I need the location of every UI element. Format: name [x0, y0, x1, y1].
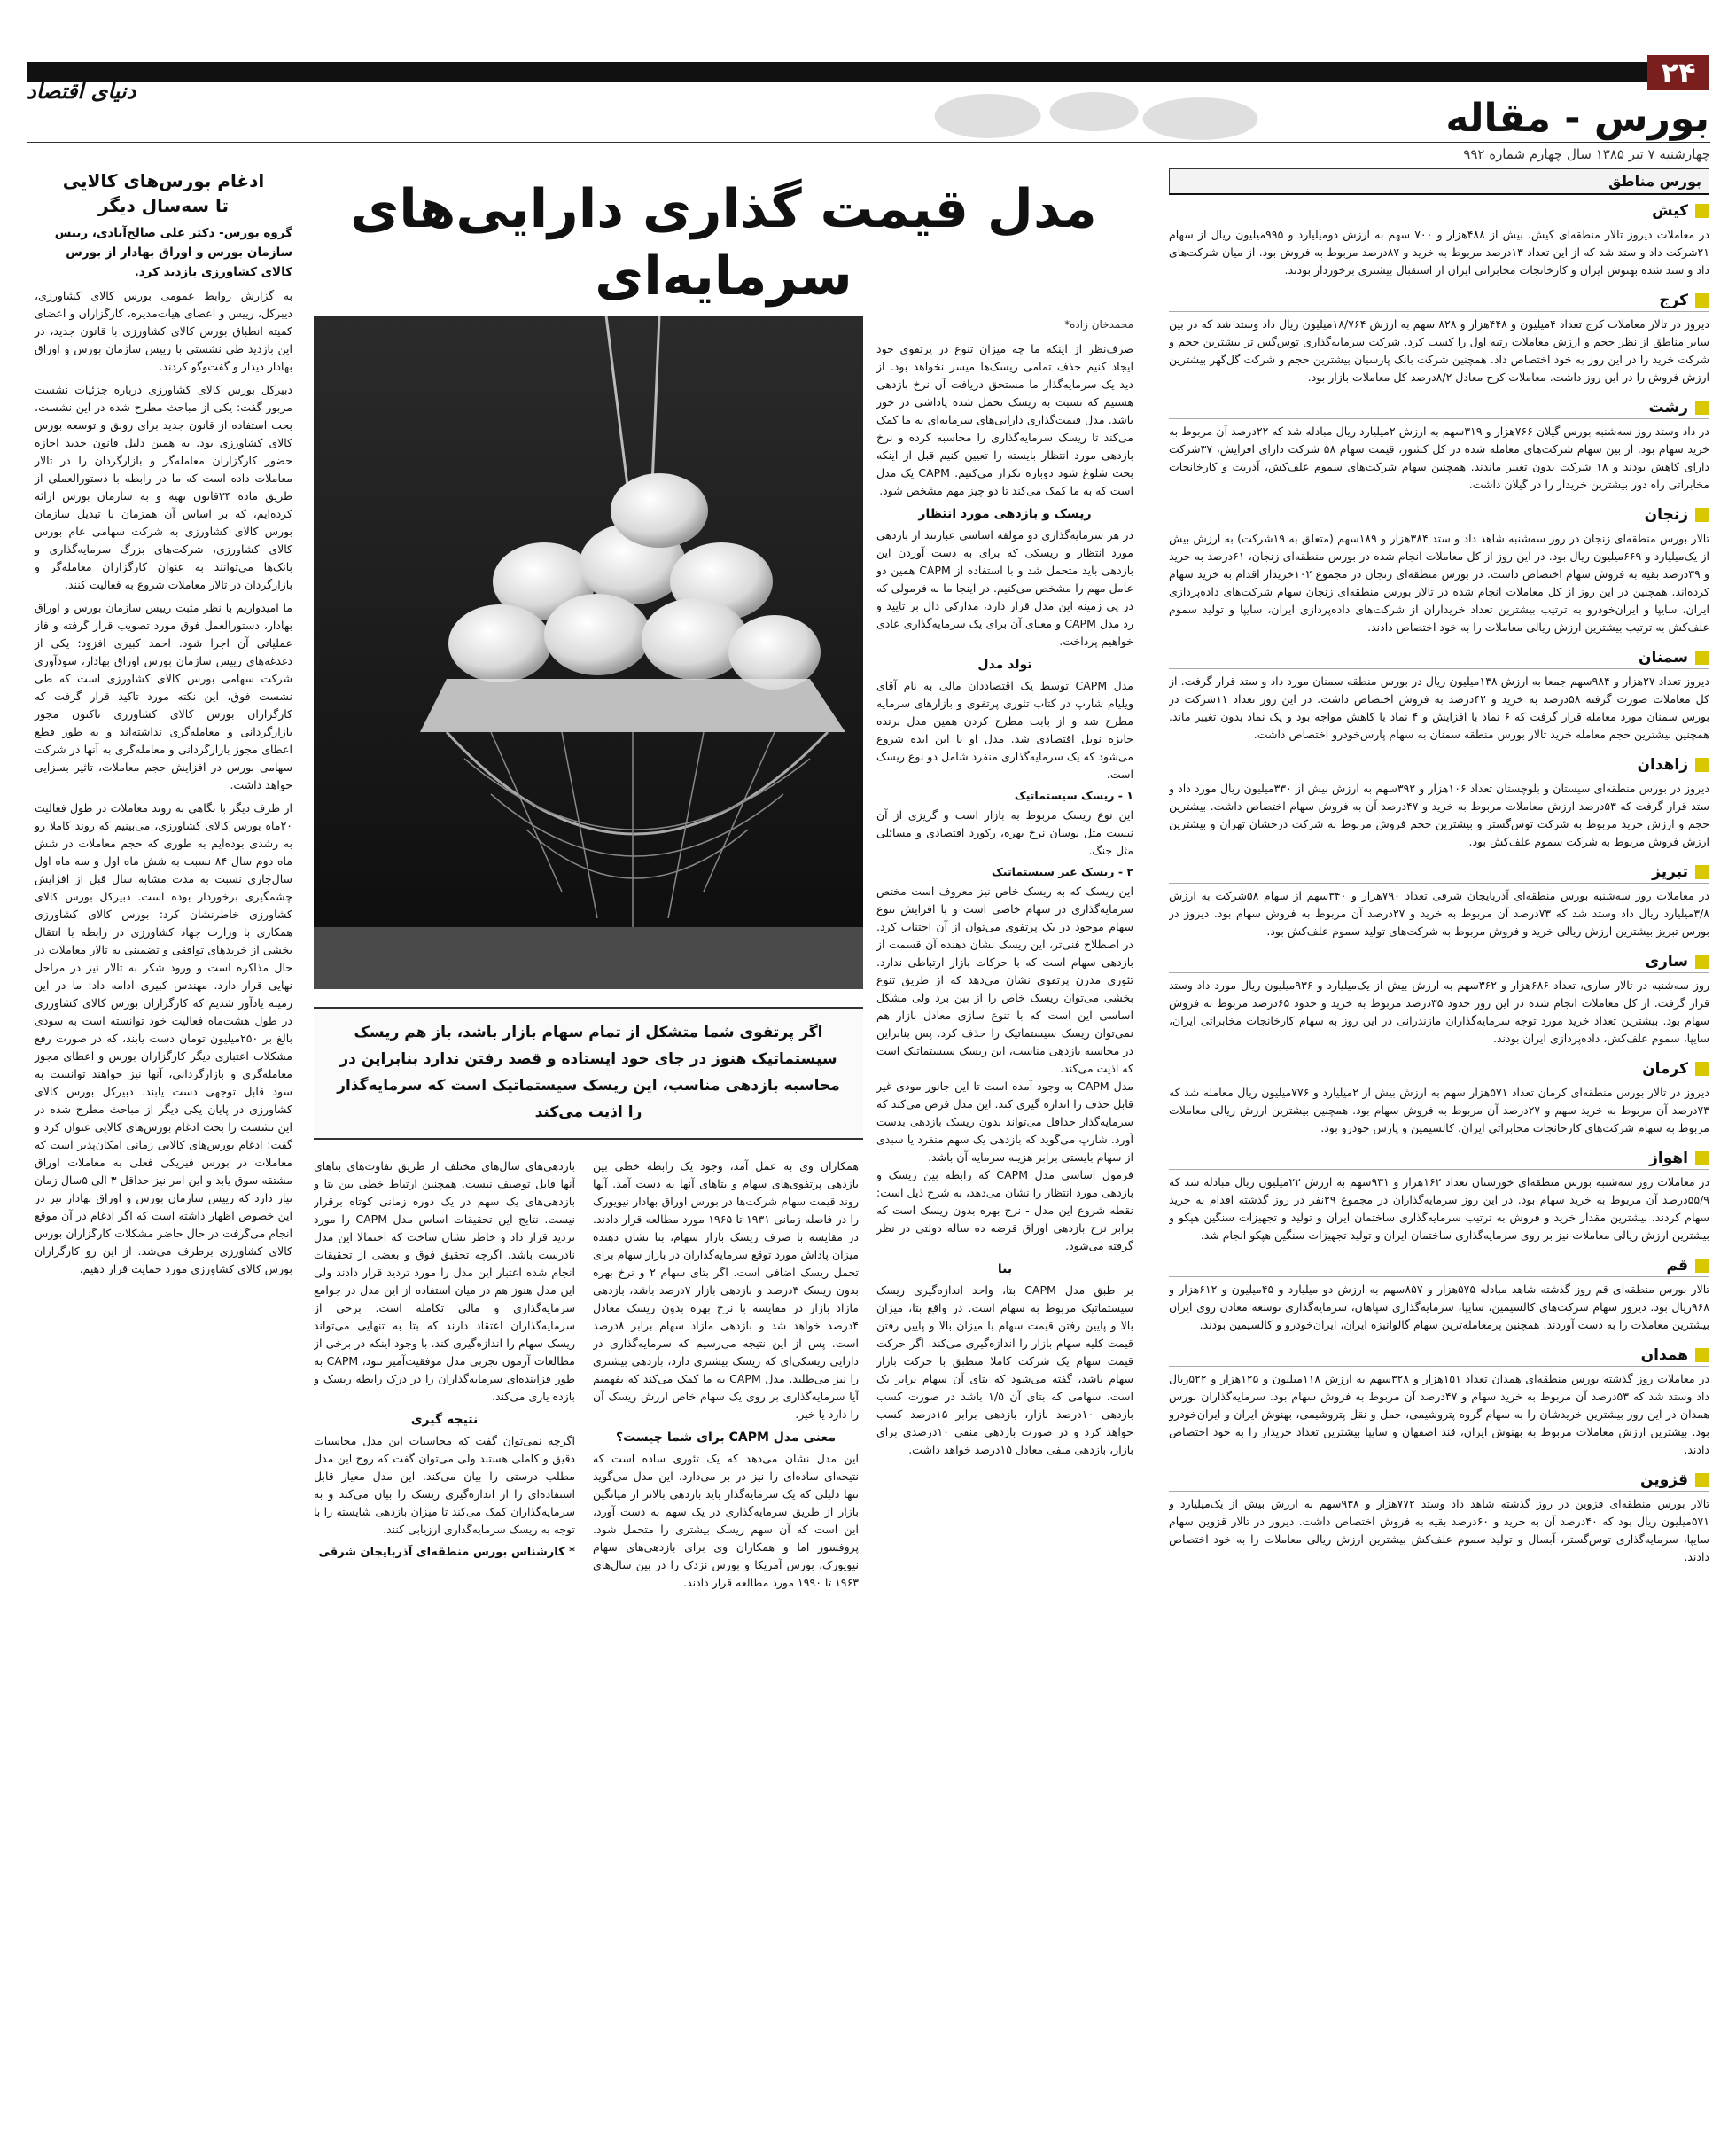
article-headline: مدل قیمت گذاری دارایی‌های سرمایه‌ای	[350, 178, 1097, 308]
city-item	[1169, 1346, 1709, 1459]
eggs-basket-image	[314, 316, 863, 989]
city-name: اهواز	[1649, 1150, 1688, 1167]
article-author: محمدخان زاده*	[1064, 318, 1133, 331]
article-paragraph: از طرف دیگر با نگاهی به روند معاملات در طول فعالیت ۲۰ماه بورس کالای کشاورزی، می‌بینیم که روند کاملا رو به رشدی بوده‌ایم به طوری که حجم معاملات در شش ماه دوم سال ۸۴ نسبت به شش ماه اول و سه ماه اول سال‌جاری نسبت به مدت مشابه سال قبل از افزایش چشمگیری برخوردار بوده است. دبیرکل بورس کالای کشاورزی خاطرنشان کرد: بورس کالای کشاورزی همکاری با وزارت جهاد کشاورزی در رابطه با انتقال بخشی از خریدهای توافقی و تضمینی به تالار معاملات در حال مذاکره است و ورود شکر به تالار نیز در مراحل نهایی قرار دارد. مهندس کبیری ادامه داد: ما در این زمینه یادآور شدیم که کارگزاران بورس کالای کشاورزی در طول هشت‌ماه فعالیت خود توانسته است به سودی بالغ بر ۲۵۰میلیون تومان دست یابند، که در صورت رفع مشکلات اعتباری دیگر کارگزاران بورس و اعطای مجوز معامله‌گری و بازارگردانی، آنها نیز خواهند توانست به سود قابل توجهی دست یابند. دبیرکل بورس کالای کشاورزی در پایان یکی دیگر از مباحث مطرح شده در این نشست را بحث ادغام بورس‌های کالایی عنوان کرد و گفت: ادغام بورس‌های کالایی زمانی امکان‌پذیر است که معاملات در بورس فیزیکی فعلی به معاملات اوراق مشتقه سوق یابد و این امر نیز حداقل ۳ الی ۵سال زمان نیاز دارد که رییس سازمان بورس و اوراق بهادار نیز در این خصوص اظهار داشته است که اگر ادغام در آن موقع انجام می‌گرفت در حال حاضر مشکلات کارگزاران بورس کالای کشاورزی برطرف می‌شد. از این رو کارگزاران بورس کالای کشاورزی مورد حمایت قرار دهیم.	[35, 801, 292, 1275]
city-name: زاهدان	[1637, 756, 1688, 774]
article-paragraph: ما امیدواریم با نظر مثبت رییس سازمان بورس و اوراق بهادار، دستورالعمل فوق مورد تصویب قرار گرفته و فاز عملیاتی آن اجرا شود. احمد کبیری افزود: یکی از دغدغه‌های رییس سازمان بورس اوراق بهادار، سودآوری شرکت سهامی بورس کالای کشاورزی است که طی نشست فوق، این نکته مورد تاکید قرار گرفت که کارگزاران بورس کالای کشاورزی تاکنون مجوز بازارگردانی و معامله‌گری نداشته‌اند و به طور قطع اعطای مجوز بازارگردانی و معامله‌گری به آنها در شرکت سهامی بورس در افزایش حجم معاملات، تاثیر بسزایی خواهد داشت.	[35, 601, 292, 791]
newspaper-logo: دنیای اقتصاد	[27, 78, 136, 104]
regional-box-title: بورس مناطق	[1169, 168, 1709, 195]
city-report: در معاملات روز سه‌شنبه بورس منطقه‌ای خوزستان تعداد ۱۶۲هزار و ۹۳۱سهم به ارزش ۲۲میلیون ریال مبادله شد که ۵۵/۹درصد آن مربوط به خرید سهام بود. در این روز سرمایه‌گذاران در مجموع ۲۹نفر در روز گذشته اقدام به خرید سهام کردند. بیشترین مقدار خرید و فروش به ترتیب سرمایه‌گذاری ساختمان ایران و تولید و تجهیزات سنگین هپکو و بیشترین ارزش ریالی معاملات نیز بر روی سرمایه‌گذاری ساختمان ایران و تولید تجهیزات سنگین هپکو انجام شد.	[1169, 1175, 1709, 1242]
city-item	[1169, 506, 1709, 636]
article-subheading: ریسک و بازدهی مورد انتظار	[918, 507, 1092, 521]
article-paragraph: بازدهی‌های سال‌های مختلف از طریق تفاوت‌های بتاهای آنها قابل توصیف نیست. همچنین ارتباط خطی بین بتا و بازدهی‌های یک سهم در یک دوره زمانی کوتاه برقرار نیست. نتایج این تحقیقات اساس مدل CAPM را مورد تردید قرار داد و خاطر نشان ساخت که احتمالا این مدل نادرست باشد. اگرچه تحقیق فوق و بعضی از تحقیقات انجام شده اعتبار این مدل را مورد تردید قرار دادند ولی این مدل هنوز هم در میان استفاده از این مدل در جوامع سرمایه‌گذاری و مالی تکامله است. برخی از سرمایه‌گذاران اعتقاد دارند که بتا به تنهایی می‌تواند ریسک سهام را اندازه‌گیری کند. با وجود اینکه در برخی از مطالعات آزمون تجربی مدل موفقیت‌آمیز نبود، CAPM به طور فزاینده‌ای سرمایه‌گذاران را در درک رابطه ریسک و بازده یاری می‌کند.	[314, 1159, 575, 1403]
city-name: قزوین	[1640, 1471, 1688, 1489]
article-paragraph: فرمول اساسی مدل CAPM که رابطه بین ریسک و بازدهی مورد انتظار را نشان می‌دهد، به شرح ذیل است: نقطه شروع این مدل - نرخ بهره بدون ریسک است که برابر نرخ بازدهی اوراق قرضه ده ساله دولتی در نظر گرفته می‌شود.	[876, 1168, 1133, 1252]
left-news-column	[27, 168, 292, 2109]
article-subheading: تولد مدل	[977, 658, 1032, 672]
article-paragraph: این نوع ریسک مربوط به بازار است و گریزی از آن نیست مثل نوسان نرخ بهره، رکورد اقتصادی و مسائلی مثل جنگ.	[876, 808, 1133, 857]
city-name: کیش	[1652, 202, 1688, 220]
article-paragraph: همکاران وی به عمل آمد، وجود یک رابطه خطی بین بازدهی پرتفوی‌های سهام و بتاهای آنها به دست آمد. آنها روند قیمت سهام شرکت‌ها در بورس اوراق بهادار نیویورک را در فاصله زمانی ۱۹۳۱ تا ۱۹۶۵ مورد مطالعه قرار دادند. در مقایسه با صرف ریسک بازار سهام، بتا نشان دهنده میزان پاداش مورد توقع سرمایه‌گذاران در بازار سهام برای تحمل ریسک اضافی است. اگر بتای سهام ۲ و نرخ بهره بدون ریسک ۳درصد و بازدهی بازار ۷درصد باشد، بازدهی مازاد بازار در مقایسه با نرخ بهره بدون ریسک معادل ۴درصد خواهد شد و بازدهی مازاد سهام برابر ۸درصد است. پس از این نتیجه می‌رسیم که سرمایه‌گذاری در دارایی ریسکی‌ای که ریسک بیشتری دارد، بازدهی بیشتری را نیز می‌طلبد. مدل CAPM به ما کمک می‌کند که بفهمیم آیا سرمایه‌گذاری بر روی یک سهام خاص ارزش ریسک آن را دارد یا خیر.	[593, 1159, 859, 1421]
top-bar	[27, 62, 1666, 82]
square-marker-icon	[1695, 758, 1709, 772]
article-subheading: نتیجه گیری	[410, 1413, 479, 1427]
city-name: همدان	[1640, 1346, 1688, 1364]
world-map-icon	[695, 85, 1493, 147]
article-paragraph: در هر سرمایه‌گذاری دو مولفه اساسی عبارتند از بازدهی مورد انتظار و ریسکی که برای به دست آوردن این بازدهی باید متحمل شد و با استفاده از CAPM همین دو عامل مهم را مشخص می‌کنیم. در اینجا ما به فرمولی که در پی زمینه این مدل قرار دارد، مدارکی دال بر تایید و رد مدل CAPM و معنای آن برای یک سرمایه‌گذاری عادی خواهیم پرداخت.	[876, 528, 1133, 648]
square-marker-icon	[1695, 955, 1709, 969]
city-item	[1169, 756, 1709, 851]
city-item	[1169, 292, 1709, 386]
city-report: دیروز در تالار بورس منطقه‌ای کرمان تعداد ۵۷۱هزار سهم به ارزش بیش از ۲میلیارد و ۷۷۶میلیون ریال معامله شد که ۷۳درصد آن مربوط به خرید سهم و ۲۷درصد آن مربوط به فروش سهام بود. همچنین بیشترین ارزش ریالی معاملات مربوط به سهام شرکت‌های کارخانجات مخابراتی ایران، کالسیمین و پارس خودرو بود.	[1169, 1086, 1709, 1134]
city-report: روز سه‌شنبه در تالار ساری، تعداد ۶۸۶هزار و ۳۶۲سهم به ارزش بیش از یک‌میلیارد و ۹۳۶میلیون ریال مورد داد وستد قرار گرفت. از کل معاملات انجام شده در این روز حدود ۳۵درصد مربوط به خرید و حدود ۶۵درصد مربوط به فروش سهام بود. بیشترین تعداد خرید مورد توجه سرمایه‌گذاران مازندرانی در این روز به سهام کارخانجات مخابراتی ایران، سایپا، سموم علف‌کش، داده‌پردازی ایران بودند.	[1169, 978, 1709, 1045]
city-item	[1169, 1150, 1709, 1244]
city-item	[1169, 1471, 1709, 1566]
square-marker-icon	[1695, 1062, 1709, 1076]
city-item	[1169, 202, 1709, 279]
regional-exchanges-column	[1169, 168, 1709, 2109]
city-item	[1169, 1257, 1709, 1334]
article-subheading: بتا	[997, 1262, 1013, 1276]
article-column-3	[314, 1158, 575, 2109]
square-marker-icon	[1695, 508, 1709, 522]
city-name: کرج	[1659, 292, 1688, 309]
city-item	[1169, 1060, 1709, 1137]
article-column-1	[876, 316, 1133, 2109]
square-marker-icon	[1695, 865, 1709, 879]
city-report: تالار بورس منطقه‌ای قزوین در روز گذشته شاهد داد وستد ۷۷۲هزار و ۹۳۸سهم به ارزش بیش از یک‌میلیارد و ۵۷۱میلیون ریال بود که ۴۰درصد آن به خرید و ۶۰درصد بقیه به فروش اختصاص داشت. دیروز در تالار قزوین سهام سایپا، سرمایه‌گذاری توس‌گستر، آبسال و تولید سموم علف‌کش بیشترین ارزش ریالی معاملات را به خود اختصاص دادند.	[1169, 1497, 1709, 1563]
article-item-heading: ۲ - ریسک غیر سیستماتیک	[992, 865, 1133, 878]
article-paragraph: اگرچه نمی‌توان گفت که محاسبات این مدل محاسبات دقیق و کاملی هستند ولی می‌توان گفت که روح این مدل مطلب درستی را بیان می‌کند. این مدل معیار قابل استفاده‌ای را از اندازه‌گیری ریسک را بیان می‌کند و به سرمایه‌گذاران کمک می‌کند تا میزان بازدهی شایسته را با توجه به ریسک سرمایه‌گذاری ارزیابی کنند.	[314, 1434, 575, 1536]
article-paragraph: این مدل نشان می‌دهد که یک تئوری ساده است که نتیجه‌ای ساده‌ای را نیز در بر می‌دارد. این مدل می‌گوید تنها دلیلی که یک سرمایه‌گذار باید بازدهی بالاتر از میانگین بازار از طریق سرمایه‌گذاری در یک سهم به دست آورد، این است که آن سهم ریسک بیشتری را متحمل شود. پروفسور اما و همکاران وی برای بازدهی‌های سهام نیویورک، بورس آمریکا و بورس نزدک را در بین سال‌های ۱۹۶۳ تا ۱۹۹۰ مورد مطالعه قرار دادند.	[593, 1452, 859, 1589]
square-marker-icon	[1695, 1259, 1709, 1273]
square-marker-icon	[1695, 293, 1709, 308]
article-paragraph: مدل CAPM به وجود آمده است تا این جانور موذی غیر قابل حذف را اندازه گیری کند. این مدل فرض می‌کند که سرمایه‌گذار حداقل می‌تواند بدون ریسک بازدهی بدست آورد. شارپ می‌گوید که بازدهی یک سهم منفرد یا سبدی از سهام بایستی برابر هزینه سرمایه آن باشد.	[876, 1080, 1133, 1164]
pull-quote: اگر پرتفوی شما متشکل از تمام سهام بازار باشد، باز هم ریسک سیستماتیک هنوز در جای خود ایستاده و قصد رفتن ندارد بنابراین در محاسبه بازدهی مناسب، این ریسک سیستماتیک است که سرمایه‌گذار را اذیت می‌کند	[314, 1007, 863, 1140]
city-report: تالار بورس منطقه‌ای زنجان در روز سه‌شنبه شاهد داد و ستد ۳۸۴هزار و ۱۸۹سهم (متعلق به ۱۹شرکت) به ارزش بیش از یک‌میلیارد و ۶۶۹میلیون ریال بود. در این روز از کل معاملات انجام شده در بورس منطقه‌ای زنجان، ۶۱درصد به خرید و ۳۹درصد بقیه به فروش سهام اختصاص داشت. در بورس منطقه‌ای زنجان در مجموع ۱۰۲خریدار اقدام به خرید سهام کرده‌اند. همچنین در این روز از کل معاملات انجام شده در تالار بورس منطقه‌ای زنجان سهام شرکت‌های داده‌پردازی ایران، سایپا و ایران‌خودرو به ترتیب بیشترین تعداد خریداران از شرکت‌های داده‌پردازی ایران، سایپا و تولید سموم علف‌کش به ترتیب بیشترین ارزش ریالی معاملات را به خود اختصاص دادند.	[1169, 532, 1709, 634]
city-list	[1169, 202, 1709, 1566]
issue-info	[27, 142, 1710, 162]
article-paragraph: دبیرکل بورس کالای کشاورزی درباره جزئیات نشست مزبور گفت: یکی از مباحث مطرح شده در این نشست، بحث استفاده از قانون جدید برای رونق و توسعه بورس کالای کشاورزی بود. به همین دلیل قانون جدید اجازه حضور کارگزاران معامله‌گر و بازارگردان را در تالار معاملات داده است که ما در رابطه با دستورالعملی از طریق ماده ۳۴قانون تهیه و به سازمان بورس ارائه کرده‌ایم، که بر اساس آن همزمان با تبدیل سازمان بورس کالای کشاورزی به شرکت سهامی عام بورس کالای کشاورزی، شرکت‌های بزرگ سرمایه‌گذاری و بانک‌ها می‌توانند به عنوان کارگزاران معامله‌گر و بازارگردان در تالار معاملات شروع به فعالیت کنند.	[35, 383, 292, 591]
left-title-line-2: تا سه‌سال دیگر	[97, 195, 230, 216]
city-report: دیروز تعداد ۲۷هزار و ۹۸۴سهم جمعا به ارزش ۱۳۸میلیون ریال در بورس منطقه سمنان مورد داد و ستد قرار گرفت. از کل معاملات صورت گرفته ۵۸درصد به خرید و ۴۲درصد به فروش اختصاص داشت. در این روز تعداد ۱۱شرکت در بورس سمنان مورد معامله قرار گرفت که ۶ نماد با افزایش و ۴ نماد با کاهش مواجه بود و یک نماد بدون تغییر ماند. همچنین بیشترین حجم معامله خرید تالار بورس منطقه سمنان به سهام پارس‌خودرو اختصاص داشت.	[1169, 674, 1709, 741]
article-column-2	[593, 1158, 859, 2109]
left-article-title	[35, 168, 292, 218]
city-name: کرمان	[1642, 1060, 1688, 1078]
city-name: ساری	[1645, 953, 1688, 971]
article-paragraph: به گزارش روابط عمومی بورس کالای کشاورزی، دیبرکل، رییس و اعضای هیات‌مدیره، کارگزاران و اعضای کمیته انطباق بورس کالای کشاورزی با قانون جدید، در این بازدید طی نشستی با رییس سازمان بورس و اوراق بهادار دیدار و گفت‌وگو کردند.	[35, 289, 292, 373]
article-subheading: معنی مدل CAPM برای شما چیست؟	[615, 1430, 837, 1445]
city-item	[1169, 649, 1709, 744]
city-item	[1169, 399, 1709, 494]
article-paragraph: این ریسک که به ریسک خاص نیز معروف است مختص سرمایه‌گذاری در سهام خاصی است و با افزایش تنوع سهام موجود در یک پرتفوی می‌توان از آن اجتناب کرد. در اصطلاح فنی‌تر، این ریسک نشان دهنده آن قسمت از بازدهی سهام است که با حرکات بازار ارتباطی ندارد. تئوری مدرن پرتفوی نشان می‌دهد که از طریق تنوع بخشی می‌توان ریسک خاص را از بین برد ولی مشکل اساسی این است که با تنوع سازی معادل بازار هم نمی‌توان ریسک سیستماتیک را حذف کرد. پس بنابراین در محاسبه بازدهی مناسب، این ریسک سیستماتیک است که اذیت می‌کند.	[876, 885, 1133, 1075]
city-report: در معاملات روز سه‌شنبه بورس منطقه‌ای آذربایجان شرقی تعداد ۷۹۰هزار و ۳۴۰سهم از سهام ۵۸شرکت به ارزش ۳/۸میلیارد ریال داد وستد شد که ۷۳درصد آن مربوط به خرید و ۲۷درصد آن مربوط به فروش سهام بود. دیروز در بورس تبریز بیشترین ارزش ریالی خرید و فروش مربوط به شرکت‌های تولید سموم علف‌کش بود.	[1169, 889, 1709, 938]
city-name: زنجان	[1644, 506, 1688, 524]
square-marker-icon	[1695, 1348, 1709, 1362]
article-paragraph: مدل CAPM توسط یک اقتصاددان مالی به نام آقای ویلیام شارپ در کتاب تئوری پرتفوی و بازارهای سرمایه مطرح شد و از بابت مطرح کردن همین مدل برنده جایزه نوبل اقتصادی شد. مدل او با این ایده شروع می‌شود که یک سرمایه‌گذاری منفرد شامل دو نوع ریسک است.	[876, 679, 1133, 781]
city-name: رشت	[1648, 399, 1688, 417]
city-name: سمنان	[1639, 649, 1688, 667]
main-article	[314, 168, 1133, 2109]
article-item-heading: ۱ - ریسک سیستماتیک	[1014, 789, 1133, 802]
square-marker-icon	[1695, 204, 1709, 218]
city-item	[1169, 953, 1709, 1048]
city-report: دیروز در بورس منطقه‌ای سیستان و بلوچستان تعداد ۱۰۶هزار و ۳۹۲سهم به ارزش بیش از ۳۳۰میلیون ریال مورد داد و ستد قرار گرفت که ۵۳درصد ارزش معاملات مربوط به خرید و ۴۷درصد آن به فروش سهام اختصاص داشت. بیشترین حجم و ارزش خرید مربوط به شرکت توس‌گستر و بیشترین حجم فروش مربوط به شرکت درخشان تهران و بیشترین ارزش فروش مربوط به شرکت سموم علف‌کش بود.	[1169, 782, 1709, 848]
city-report: در معاملات دیروز تالار منطقه‌ای کیش، بیش از ۴۸۸هزار و ۷۰۰ سهم به ارزش دومیلیارد و ۹۹۵میلیون ریال از سهام ۲۱شرکت داد و ستد شد که از این تعداد ۱۳درصد مربوط به خرید و ۸۷درصد مربوط به فروش بود. از میان شرکت‌های داد و ستد شده بهنوش ایران و کارخانجات مخابراتی ایران از استقبال بیشتری برخوردار بودند.	[1169, 228, 1709, 277]
city-report: در داد وستد روز سه‌شنبه بورس گیلان ۷۶۶هزار و ۳۱۹سهم به ارزش ۲میلیارد ریال مبادله شد که ۲۲درصد آن مربوط به خرید سهام بود. از بین سهام شرکت‌های معامله شده در کل کشور، قیمت سهام ۵۸ شرکت دارای افزایش، ۳۷شرکت دارای کاهش بودند و ۱۸ شرکت بدون تغییر ماندند. همچنین سهام شرکت‌های سموم علف‌کش، آذریت و کارخانجات مخابراتی راه دور بیشترین خریدار را در گیلان داشت.	[1169, 425, 1709, 491]
article-paragraph: صرف‌نظر از اینکه ما چه میزان تنوع در پرتفوی خود ایجاد کنیم حذف تمامی ریسک‌ها میسر نخواهد بود. از دید یک سرمایه‌گذار ما مستحق دریافت آن نرخ بازدهی هستیم که نسبت به ریسک تحمل شده پاداشی در خور باشد. مدل قیمت‌گذاری دارایی‌های سرمایه‌ای به ما کمک می‌کند تا ریسک سرمایه‌گذاری را محاسبه کرده و نرخ بازدهی مورد انتظار بایسته را تعیین کنیم قبل از اینکه بحث شلوغ شود دوباره تکرار می‌کنیم. CAPM یک مدل است که به ما کمک می‌کند تا دو چیز مهم مشخص شود.	[876, 342, 1133, 497]
city-item	[1169, 863, 1709, 940]
square-marker-icon	[1695, 401, 1709, 415]
article-paragraph: بر طبق مدل CAPM بتا، واحد اندازه‌گیری ریسک سیستماتیک مربوط به سهام است. در واقع بتا، میزان بالا و پایین رفتن قیمت سهام با میزان بالا و پایین رفتن قیمت کلیه سهام بازار را اندازه‌گیری می‌کند. اگر حرکت قیمت سهام یک شرکت کاملا منطبق با حرکت بازار سهام باشد، گفته می‌شود که بتای آن سهام برابر یک است. سهامی که بتای آن ۱/۵ باشد در صورت کسب بازدهی ۱۰درصد بازار، بازدهی برابر ۱۵درصد کسب خواهد کرد و در صورت بازدهی منفی ۱۰درصدی برای بازار، بازدهی منفی معادل ۱۵درصد خواهد داشت.	[876, 1283, 1133, 1456]
city-report: تالار بورس منطقه‌ای قم روز گذشته شاهد مبادله ۵۷۵هزار و ۸۵۷سهم به ارزش دو میلیارد و ۴۵میلیون و ۶۱۲هزار و ۹۶۸ریال بود. دیروز سهام شرکت‌های کالسیمین، سایپا، سرمایه‌گذاری سپاهان، سرمایه‌گذاری توسعه معادن روی ایران بیشترین معاملات را به دست آوردند. همچنین پرمعامله‌ترین سهام گالوانیزه ایران، ایران‌خودرو و کالسیمین بودند.	[1169, 1282, 1709, 1331]
city-report: دیروز در تالار معاملات کرج تعداد ۴میلیون و ۴۴۸هزار و ۸۲۸ سهم به ارزش ۱۸/۷۶۴میلیون ریال داد وستد شد که در بین سایر مناطق از نظر حجم و ارزش معاملات رتبه اول را کسب کرد. شرکت سرمایه‌گذاری توس‌گس تر بیشترین حجم و شرکت خرید را در این روز به خود اختصاص داد. همچنین شرکت بانک پارسیان بیشترین حجم و شرکت گل‌گهر بیشترین ارزش فروش را در این روز داشت. معاملات کرج معادل ۸/۲درصد کل معاملات بازار بود.	[1169, 317, 1709, 384]
left-article-lead: گروه بورس- دکتر علی صالح‌آبادی، رییس سازمان بورس و اوراق بهادار از بورس کالای کشاورزی بازدید کرد.	[54, 226, 292, 279]
left-title-line-1: ادغام بورس‌های کالایی	[62, 170, 265, 191]
city-name: قم	[1666, 1257, 1688, 1275]
square-marker-icon	[1695, 651, 1709, 665]
square-marker-icon	[1695, 1151, 1709, 1165]
city-report: در معاملات روز گذشته بورس منطقه‌ای همدان تعداد ۱۵۱هزار و ۳۲۸سهم به ارزش ۱۱۸میلیون و ۱۲۵هزار و ۵۲۲ریال داد وستد شد که ۵۳درصد آن مربوط به خرید سهام و ۴۷درصد آن مربوط به فروش سهام بود. سرمایه‌گذاران بورس همدان در این روز بیشترین خریدشان را به سهام گروه پتروشیمی، حمل و نقل پتروشیمی، بهنوش ایران و ایران‌خودرو بود. بیشترین ارزش معاملات مربوط به بهنوش ایران، قند اصفهان و سایپا بیشترین تعداد خریدار را به خود اختصاص دادند.	[1169, 1372, 1709, 1456]
square-marker-icon	[1695, 1473, 1709, 1487]
section-title: بورس - مقاله	[1445, 96, 1709, 141]
city-name: تبریز	[1652, 863, 1688, 881]
page-number: ۲۴	[1647, 55, 1709, 90]
eggs-in-basket-photo	[314, 316, 863, 989]
author-footnote: * کارشناس بورس منطقه‌ای آذربایجان شرقی	[318, 1546, 575, 1559]
issue-text: چهارشنبه ۷ تیر ۱۳۸۵ سال چهارم شماره ۹۹۲	[1463, 146, 1710, 162]
